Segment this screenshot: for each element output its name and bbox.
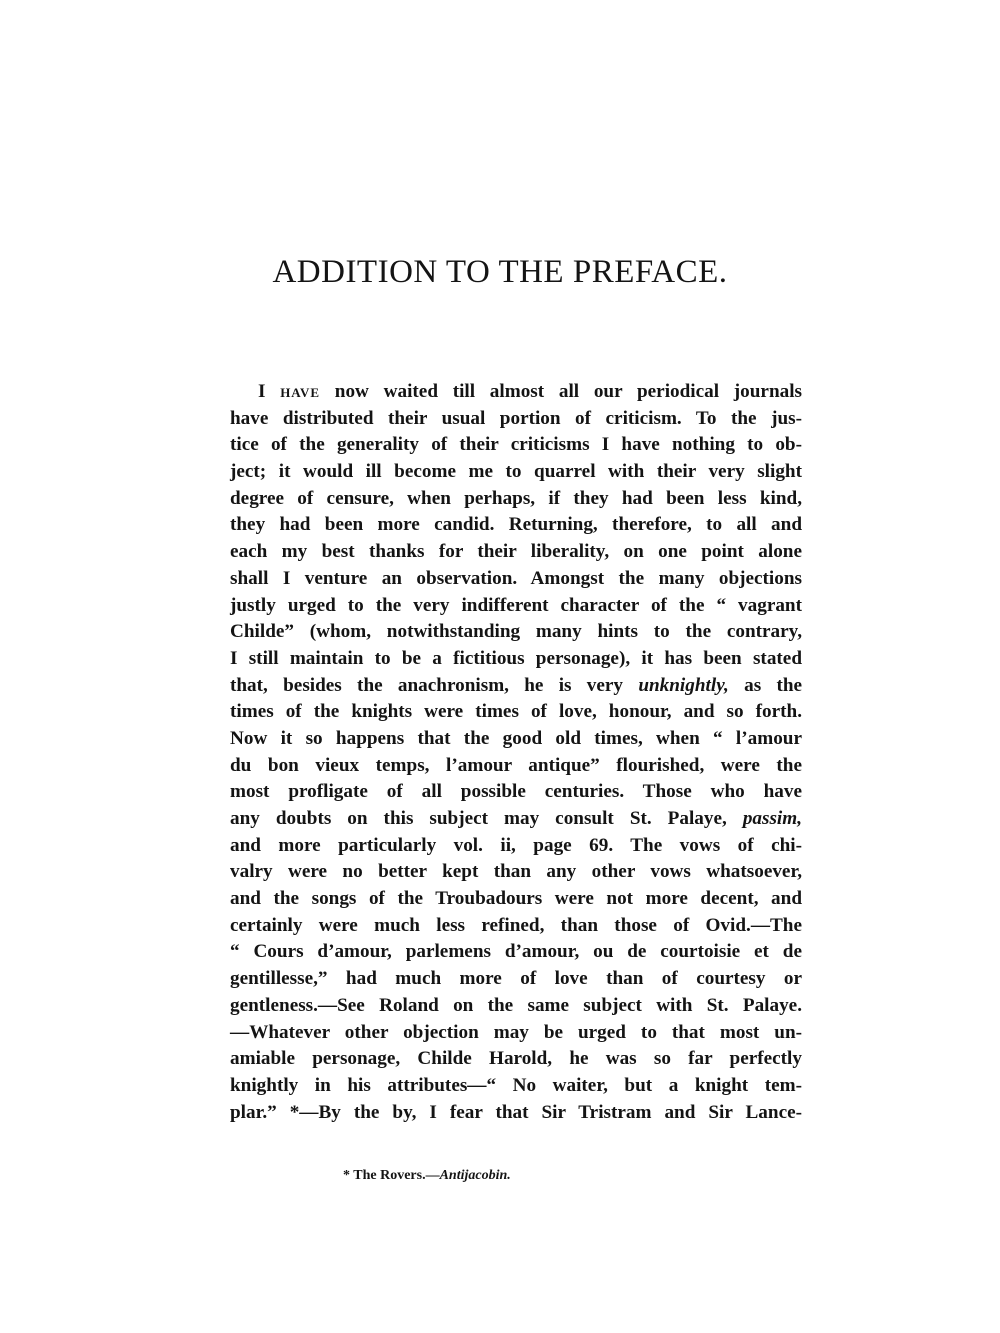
text-line: plar.” *—By the by, I fear that Sir Tristram and Sir Lance- (230, 1101, 802, 1123)
text-line: and the songs of the Troubadours were not more decent, and (230, 888, 802, 910)
footnote (343, 1167, 511, 1185)
text-line: “ Cours d’amour, parlemens d’amour, ou de courtoisie et de (230, 941, 802, 963)
preface-paragraph (230, 379, 802, 1126)
text-line: —Whatever other objection may be urged to that most un- (230, 1021, 802, 1043)
text-line: Now it so happens that the good old times, when “ l’amour (230, 727, 802, 749)
text-line: gentillesse,” had much more of love than of courtesy or (230, 968, 802, 990)
footnote-marker: * (343, 1168, 350, 1183)
text-line: justly urged to the very indifferent character of the “ vagrant (230, 594, 802, 616)
text-line: and more particularly vol. ii, page 69. The vows of chi- (230, 834, 802, 856)
text-line-content: that, besides the anachronism, he is very (230, 674, 624, 696)
text-line: valry were no better kept than any other vows whatsoever, (230, 861, 802, 883)
footnote-source: Antijacobin. (439, 1168, 511, 1183)
text-line: most profligate of all possible centuries. Those who have (230, 781, 802, 803)
text-line: gentleness.—See Roland on the same subject with St. Palaye. (230, 994, 802, 1016)
text-line (230, 379, 802, 406)
text-line (230, 806, 802, 833)
footnote-title: The Rovers. (353, 1168, 426, 1183)
text-line: times of the knights were times of love, honour, and so forth. (230, 701, 802, 723)
text-line: they had been more candid. Returning, therefore, to all and (230, 514, 802, 536)
text-line: du bon vieux temps, l’amour antique” flourished, were the (230, 754, 802, 776)
small-caps-word: HAVE (280, 385, 321, 400)
text-line-content: now waited till almost all our periodical journals (334, 381, 803, 402)
drop-word: I (258, 381, 266, 402)
text-line: I still maintain to be a fictitious personage), it has been stated (230, 647, 802, 669)
text-line (230, 673, 802, 700)
text-line: have distributed their usual portion of criticism. To the jus- (230, 407, 802, 429)
text-line: degree of censure, when perhaps, if they had been less kind, (230, 487, 802, 509)
text-line: shall I venture an observation. Amongst the many objections (230, 567, 802, 589)
text-line: certainly were much less refined, than those of Ovid.—The (230, 914, 802, 936)
italic-word: passim, (742, 808, 802, 829)
footnote-dash: — (425, 1168, 440, 1183)
text-line: each my best thanks for their liberality, on one point alone (230, 541, 802, 563)
text-line: amiable personage, Childe Harold, he was so far perfectly (230, 1048, 802, 1070)
text-line: ject; it would ill become me to quarrel with their very slight (230, 461, 802, 483)
text-line: knightly in his attributes—“ No waiter, but a knight tem- (230, 1074, 802, 1096)
text-line-content: any doubts on this subject may consult St. Palaye, (230, 808, 727, 829)
text-line-tail: as the (744, 674, 803, 696)
page-heading: ADDITION TO THE PREFACE. (272, 254, 728, 290)
text-line: tice of the generality of their criticisms I have nothing to ob- (230, 434, 802, 456)
italic-word: unknightly, (638, 674, 729, 696)
text-line: Childe” (whom, notwithstanding many hints to the contrary, (230, 621, 802, 643)
